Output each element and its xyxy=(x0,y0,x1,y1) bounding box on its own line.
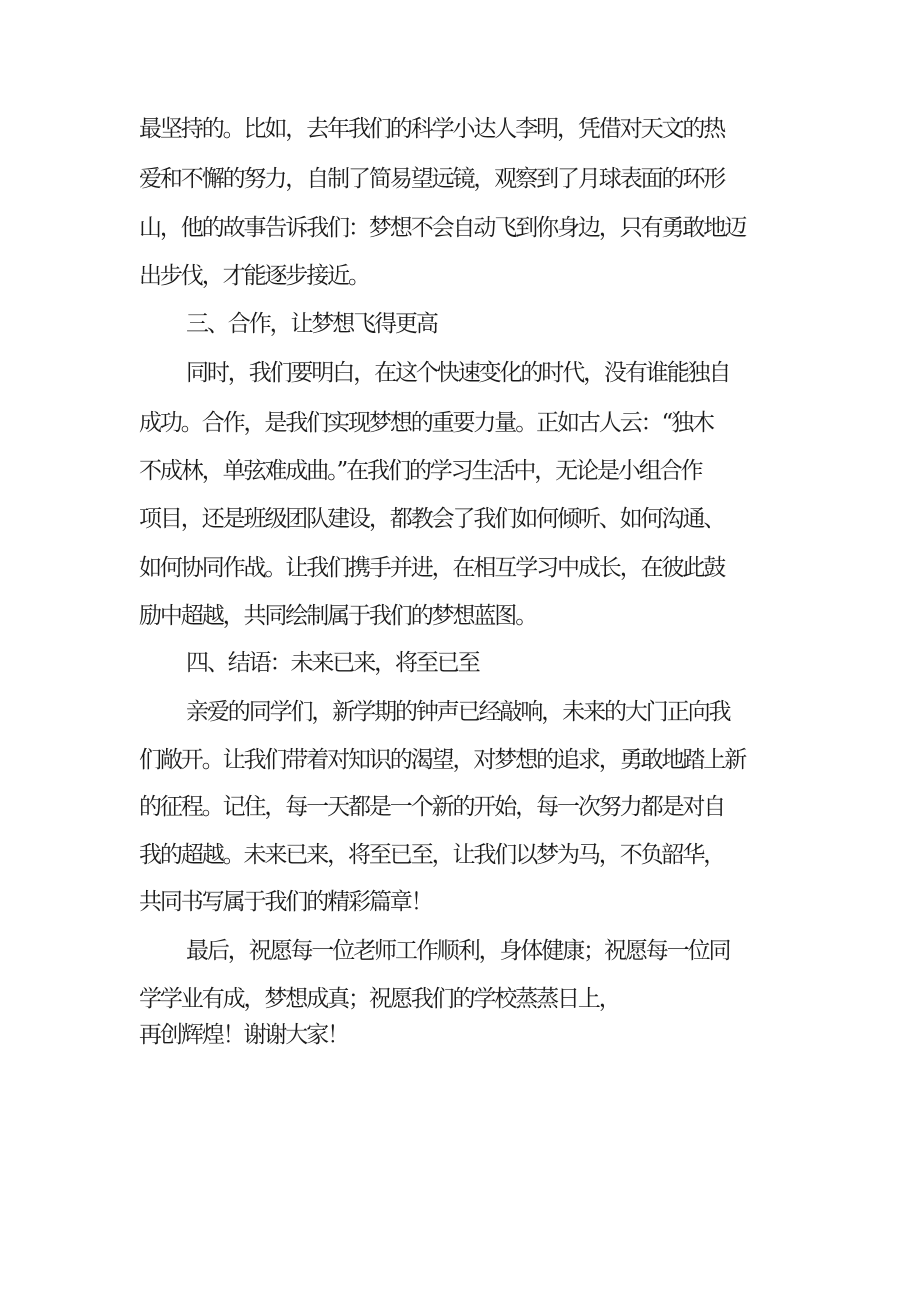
body-text-line: 不成林，单弦难成曲。”在我们的学习生活中，无论是小组合作 xyxy=(139,458,702,484)
body-text-line: 共同书写属于我们的精彩篇章！ xyxy=(139,889,432,915)
body-text-line: 再创辉煌！谢谢大家！ xyxy=(139,1022,349,1048)
body-text-line: 项目，还是班级团队建设，都教会了我们如何倾听、如何沟通、 xyxy=(139,506,725,532)
section-heading: 四、结语：未来已来，将至已至 xyxy=(186,650,479,676)
body-text-line: 出步伐，才能逐步接近。 xyxy=(139,263,369,289)
body-text-line: 如何协同作战。让我们携手并进，在相互学习中成长，在彼此鼓 xyxy=(139,555,725,581)
body-text-line: 爱和不懈的努力，自制了简易望远镜，观察到了月球表面的环形 xyxy=(139,166,725,192)
body-text-line: 励中超越，共同绘制属于我们的梦想蓝图。 xyxy=(139,603,537,629)
section-heading: 三、合作，让梦想飞得更高 xyxy=(186,311,437,337)
body-text-line: 最后，祝愿每一位老师工作顺利，身体健康；祝愿每一位同 xyxy=(186,938,730,964)
body-text-line: 同时，我们要明白，在这个快速变化的时代，没有谁能独自 xyxy=(186,360,730,386)
body-text-line: 们敞开。让我们带着对知识的渴望，对梦想的追求，勇敢地踏上新 xyxy=(139,747,746,773)
body-text-line: 我的超越。未来已来，将至已至，让我们以梦为马，不负韶华， xyxy=(139,842,725,868)
body-text-line: 亲爱的同学们，新学期的钟声已经敲响，未来的大门正向我 xyxy=(186,699,730,725)
body-text-line: 山，他的故事告诉我们：梦想不会自动飞到你身边，只有勇敢地迈 xyxy=(139,215,746,241)
body-text-line: 的征程。记住，每一天都是一个新的开始，每一次努力都是对自 xyxy=(139,794,725,820)
body-text-line: 学学业有成，梦想成真；祝愿我们的学校蒸蒸日上， xyxy=(139,986,620,1012)
body-text-line: 成功。合作，是我们实现梦想的重要力量。正如古人云：“独木 xyxy=(139,410,713,436)
body-text-line: 最坚持的。比如，去年我们的科学小达人李明，凭借对天文的热 xyxy=(139,116,725,142)
